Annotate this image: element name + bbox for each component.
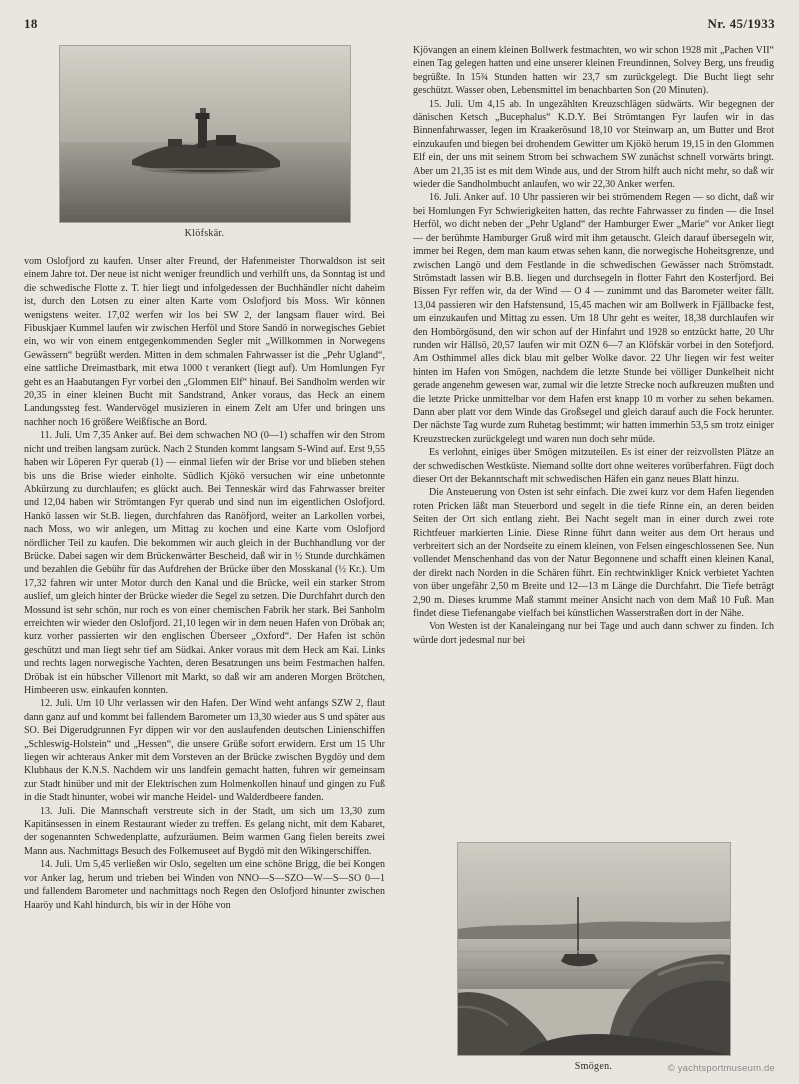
rocky-harbor-illustration bbox=[458, 843, 730, 1055]
watermark: © yachtsportmuseum.de bbox=[667, 1063, 775, 1074]
issue-number: Nr. 45/1933 bbox=[707, 16, 775, 31]
paragraph: Kjövangen an einem kleinen Bollwerk festmachten, wo wir schon 1928 mit „Pachen VII“ einen Tag gelegen hatten und eine unserer kleinen Freundinnen, Solvey Berg, uns freudig begrüßte. In 15¾ Stunden hatten wir 23,7 sm zurückgelegt. Die Bucht liegt sehr geschützt. Wasser oben, Lebensmittel im benachbarten Son (20 Minuten). bbox=[413, 45, 774, 97]
paragraph: 16. Juli. Anker auf. 10 Uhr passieren wir bei strömendem Regen — so dicht, daß wir bei Homlungen Fyr Schwierigkeiten hatten, das rechte Fahrwasser zu finden — die Insel Herföl, wo dicht neben der „Pehr Ugland“ der Hamburger Ewer „Marie“ vor Anker liegt — der berühmte Hamburger Gruß wird mit ihm getauscht. Gleich darauf übersegeln wir, immer bei Regen, dem man kaum etwas sehen kann, die norwegische Hoheitsgrenze, und zwischen Langö und dem Festlande in die schwedischen Gewässer nach Strömstadt. Strömstadt lassen wir B.B. liegen und durchsegeln in flotter Fahrt den Kosterfjord. Bei Bissen Fyr reffen wir, da der Wind — O 4 — zunimmt und das Barometer weiter fällt. 13,04 passieren wir den Hafstensund, 15,45 machen wir am Bollwerk in Fjällbacke fest, um einzukaufen und Mittag zu essen. Um 18 Uhr geht es weiter, 18,38 durchlaufen wir den Hombörgösund, den wir schon auf der Hinfahrt und 1928 so entzückt hatte, 20 Uhr runden wir Hällsö, 20,57 laufen wir mit OZN 6—7 an Klöfskär vorbei in den Sotefjord. Am Osthimmel alles dick blau mit gelber Wolke davor. 22 Uhr liegen wir fest weiter hinten im Hafen von Smögen, nachdem die letzte Stunde bei völliger Dunkelheit nicht gerade angenehm gewesen war, zumal wir die letzte Strecke noch aufkreuzen mußten und die letzte Pricke unmittelbar vor dem Hafen erst knapp 10 m vorher zu sehen bekamen. Dann aber platt vor dem Winde das Großsegel und gleich darauf auch die Fock herunter. Der nächste Tag wurde zum Ruhetag bestimmt; wir hatten immerhin 53,5 sm trotz einiger Kreuzstrecken zurückgelegt und waren nun doch sehr müde. bbox=[413, 192, 774, 445]
paragraph: 14. Juli. Um 5,45 verließen wir Oslo, segelten um eine schöne Brigg, die bei Kongen vor Anker lag, herum und trieben bei Winden von NNO—S—SZO—W—S—SO 0—1 und fallendem Barometer und nachmittags noch Regen den Oslofjord hinunter zwischen Haaröy und Kahl hindurch, bis wir in der Höhe von bbox=[24, 859, 385, 911]
page-header bbox=[24, 16, 775, 32]
photo-smogen-image bbox=[458, 843, 730, 1055]
paragraph: 13. Juli. Die Mannschaft verstreute sich in der Stadt, um sich um 13,30 zum Kapitänsessen in einem Restaurant wieder zu treffen. Es gelang nicht, mit dem Kabaret, der sogenannten Schwedenplatte, aufzuräumen. Beim warmen Gang fielen bereits zwei Mann aus. Nachmittags Besuch des Folkemuseet auf Bygdö mit den Wikingerschiffen. bbox=[24, 805, 385, 857]
left-column bbox=[24, 44, 385, 1074]
lighthouse-islet-illustration bbox=[60, 46, 350, 222]
two-column-layout bbox=[24, 44, 775, 1074]
paragraph: vom Oslofjord zu kaufen. Unser alter Freund, der Hafenmeister Thorwaldson ist seit einem Jahre tot. Der neue ist nicht weniger freundlich und verhilft uns, da Sonntag ist und die schwedische Flotte z. T. hier liegt und infolgedessen der Buchhändler nicht daheim ist, durch den Lotsen zu einer alten Karte vom Oslofjord bis Moss. Wir können wenigstens weiter. 17,02 werfen wir los bei SW 2, der langsam flauer wird. Bei Fibuskjaer Kummel laufen wir zwischen Herföl und Store Sandö in norwegisches Gebiet ein, wo wir von einem entgegenkommenden Segler mit „Willkommen in Norwegens Gewässern“ begrüßt werden. Mitten in dem schmalen Fahrwasser ist die „Pehr Ugland“, eine sattliche Dreimastbark, mit etwa 1000 t verankert (liegt auf). Um Homlungen Fyr geht es an Haabutangen Fyr vorbei den „Glommen Elf“ hinauf. Bei Sandholm werden wir 20,35 in einer kleinen Bucht mit Sandstrand, Anker voraus, das Heck an einem Landungssteg fest. Wandervögel musizieren in einem Zelt am Ufer und bringen uns nachher noch 16 größere Weißfische an Bord. bbox=[24, 256, 385, 428]
right-column bbox=[413, 44, 774, 1074]
photo-klofskar bbox=[24, 46, 385, 241]
paragraph: Es verlohnt, einiges über Smögen mitzuteilen. Es ist einer der reizvollsten Plätze an der schwedischen Westküste. Niemand sollte dort ohne weiteres vorüberfahren. Fügt doch dieser Ort der Bekanntschaft mit schwedischen Häfen ein ganz neues Blatt hinzu. bbox=[413, 447, 774, 485]
photo-caption-smogen: Smögen. bbox=[574, 1061, 613, 1072]
paragraph: Von Westen ist der Kanaleingang nur bei Tage und auch dann schwer zu finden. Ich würde dort jedesmal nur bei bbox=[413, 621, 774, 646]
photo-smogen bbox=[413, 833, 774, 1074]
paragraph: 12. Juli. Um 10 Uhr verlassen wir den Hafen. Der Wind weht anfangs SZW 2, flaut dann ganz auf und kommt bei fallendem Barometer um 13,30 wieder aus S und später aus SO. Bei Digerudgrunnen Fyr dippen wir vor den auslaufenden deutschen Linienschiffen „Schleswig-Holstein“ und „Hessen“, die unsere Grüße sofort erwidern. Erst um 15 Uhr liegen wir achteraus Anker mit dem Vorsteven an der Brücke zwischen Bygdöy und dem Klubhaus der K.N.S. Nachdem wir uns landfein gemacht hatten, fuhren wir gemeinsam zur Stadt hinüber und mit der Elektrischen zum Holmenkollen hinauf und gingen zu Fuß in die Stadt hinunter, wobei wir manche Heidel- und Walderdbeere fanden. bbox=[24, 698, 385, 804]
paragraph: 15. Juli. Um 4,15 ab. In ungezählten Kreuzschlägen südwärts. Wir begegnen der dänischen Ketsch „Bucephalus“ K.D.Y. Bei Strömtangen Fyr laufen wir in das Binnenfahrwasser, legen im Kraakerösund 18,10 vor Steinwarp an, um Butter und Brot einzukaufen und biegen bei drohendem Gewitter um Kjökö herum 19,15 in den Glommen Elf ein, der uns mit seinem Strom bei schwachem SW zunächst schnell vorwärts bringt. Aber um 21,35 ist es mit dem Winde aus, und der Strom hilft auch nicht mehr, so daß wir wieder die Sandholmbucht anlaufen, wo wir 22,30 Anker werfen. bbox=[413, 98, 774, 191]
photo-caption-klofskar: Klöfskär. bbox=[184, 228, 225, 239]
paragraph: Die Ansteuerung von Osten ist sehr einfach. Die zwei kurz vor dem Hafen liegenden roten Pricken läßt man Steuerbord und segelt in die tiefe Rinne ein, an deren beiden Seiten der Ort sich entlang zieht. Bei Nacht segelt man in einer durch zwei rote Richtfeuer markierten Linie. Diese Rinne führt dann weiter aus dem Ort heraus und verbreitert sich an der Nordseite zu einem kleinen, von Felsen eingeschlossenen See. Nun vollendet Menschenhand das von der Natur Begonnene und schafft einen kleinen Kanal, der direkt nach Norden in die Schären führt. Ein rechtwinkliger Knick verbietet Yachten von über ungefähr 2,50 m Breite und 12—13 m Länge die Durchfahrt. Die Tiefe beträgt 2,90 m. Dieses krumme Maß stammt meiner Ansicht nach von dem Maß 10 Fuß. Man findet diese Tiefenangabe vielfach bei künstlichen Wasserstraßen dort in der Nähe. bbox=[413, 487, 774, 620]
photo-klofskar-image bbox=[60, 46, 350, 222]
page-number: 18 bbox=[24, 16, 38, 31]
paragraph: 11. Juli. Um 7,35 Anker auf. Bei dem schwachen NO (0—1) schaffen wir den Strom nicht und treiben langsam zurück. Nach 2 Stunden kommt langsam S-Wind auf. Erst 9,55 haben wir Löperen Fyr querab (1) — einmal liefen wir der Brise vor und blieben stehen bis uns die Brise wieder einholte. Südlich Kjökö versuchen wir eine unbetonnte Abkürzung zu durchlaufen; es glückt auch. Bei Tenneskär wird das Fahrwasser breiter und 12,04 haben wir Strömtangen Fyr querab und sind nun im eigentlichen Oslofjord. Hankö lassen wir St.B. liegen, durchfahren das Ranöfjord, weiter an Larkollen vorbei, nach Moss, wo wir anlegen, um Mittag zu kochen und eine Karte vom Oslofjord nördlicher Teil zu kaufen. Die bekommen wir auch gleich in der Buchhandlung vor der Brücke. Dabei sagen wir dem Brückenwärter Bescheid, daß wir in ½ Stunde durchkämen und bezahlen die Gebühr für das Aufdrehen der Brücke über den Mosskanal (½ Kr.). Um 17,32 fahren wir unter Motor durch den Kanal und die Brücke, weil ein starker Strom auslief, um gleich hinter der Brücke wieder die Segel zu setzen. Die Durchfahrt durch den Mossund ist sehr schön, nur roch es von einer chemischen Fabrik her stark. Bei Sanholm erreichten wir wieder den Oslofjord. 21,10 legen wir in dem neuen Hafen von Dröbak an; kurz vorher passierten wir den englischen Überseer „Oxford“. Der Hafen ist schön geschützt und man liegt sehr tief am Südkai. Anker voraus mit dem Heck am Kai. Links und rechts lagen norwegische Yachten, deren Besatzungen uns beim Festmachen halfen. Dröbak ist ein hübscher Villenort mit Markt, so daß wir am anderen Morgen Brötchen, Himbeeren usw. einkaufen konnten. bbox=[24, 430, 385, 696]
